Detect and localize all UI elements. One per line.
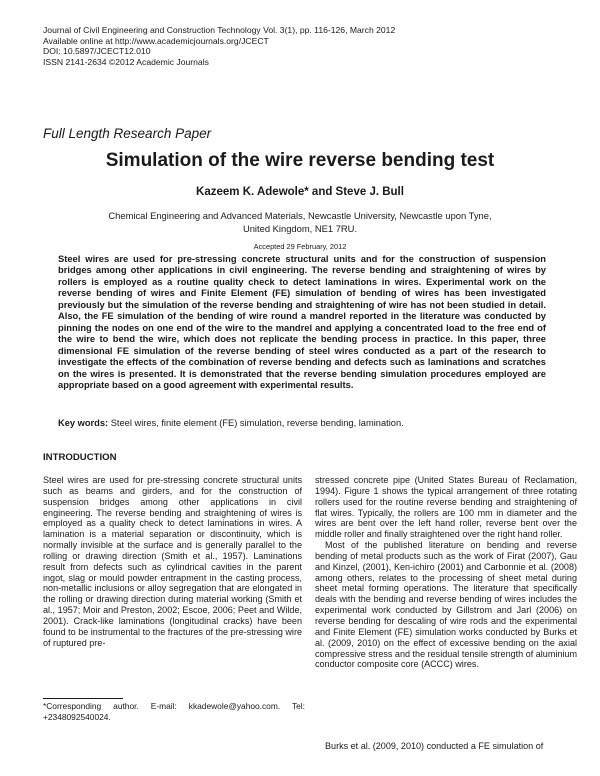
abstract: Steel wires are used for pre-stressing concrete structural units and for the construction of suspension bridges among other applications in civil engineering. The reverse bending and straightening of wires by rollers is employed as a routine quality check to detect laminations in wires. Experimental work on the reverse bending of wires and Finite Element (FE) simulation of bending of wires has been investigated previously but the simulation of the reverse bending and straightening of wire has not been studied in detail. Also, the FE simulation of the bending of wire round a mandrel reported in the literature was conducted by pinning the nodes on one end of the wire to the mandrel and applying a concentrated load to the free end of the wire to bend the wire, which does not replicate the bending process in practice. In this paper, three dimensional FE simulation of the reverse bending of steel wires conducted as a part of the research to investigate the effects of the combination of reverse bending and defects such as laminations and scratches on the wires is presented. It is demonstrated that the reverse bending simulation procedures employed are appropriate based on a good agreement with experimental results.	[58, 254, 546, 390]
paper-type: Full Length Research Paper	[43, 126, 212, 141]
accepted-date: Accepted 29 February, 2012	[253, 242, 347, 251]
intro-paragraph-continued: stressed concrete pipe (United States Bureau of Reclamation, 1994). Figure 1 shows the typical arrangement of three rotating rollers used for the routine reverse bending and straightening of flat wires. Typically, the rollers are 100 mm in diameter and the wires are bent over the left hand roller, reverse bent over the middle roller and finally straightened over the right hand roller.	[315, 475, 577, 540]
journal-issn: ISSN 2141-2634 ©2012 Academic Journals	[43, 56, 209, 67]
column-right	[315, 475, 577, 670]
keywords-text: Steel wires, finite element (FE) simulation, reverse bending, lamination.	[110, 418, 404, 428]
journal-online-url: Available online at http://www.academicjournals.org/JCECT	[43, 35, 269, 46]
paper-title: Simulation of the wire reverse bending test	[105, 150, 495, 171]
corresponding-author-footnote: *Corresponding author. E-mail: kkadewole@yahoo.com. Tel: +2348092540024.	[43, 701, 305, 722]
journal-header	[43, 25, 395, 67]
affiliation	[90, 210, 510, 235]
paper-authors: Kazeem K. Adewole* and Steve J. Bull	[196, 186, 404, 198]
keywords-label: Key words:	[58, 418, 109, 428]
intro-paragraph-1: Steel wires are used for pre-stressing concrete structural units such as beams and girders, and for the construction of suspension bridges among other applications in civil engineering. The reverse bending and straightening of wires is employed as a quality check to detect laminations in wires. A lamination is a material separation or discontinuity, which is normally invisible at the surface and is generally parallel to the rolling or drawing direction (Smith et al., 1957). Laminations result from defects such as cylindrical cavities in the parent ingot, slag or mould powder entrapment in the casting process, non-metallic inclusions or alloy segregation that are elongated in the rolling or drawing direction during material working (Smith et al., 1957; Moir and Preston, 2002; Escoe, 2006; Peet and Wilde, 2001). Crack-like laminations (longitudinal cracks) have been found to be instrumental to the fractures of the pre-stressing wire of ruptured pre-	[43, 475, 302, 648]
affiliation-line-1: Chemical Engineering and Advanced Materials, Newcastle University, Newcastle upon Tyne,	[108, 210, 492, 221]
footnote-divider	[43, 698, 123, 699]
journal-citation: Journal of Civil Engineering and Construction Technology Vol. 3(1), pp. 116-126, March 2012	[43, 25, 396, 35]
keywords	[58, 418, 546, 428]
affiliation-line-2: United Kingdom, NE1 7RU.	[242, 222, 358, 234]
intro-paragraph-2: Most of the published literature on bending and reverse bending of metal products such as the work of Firat (2007), Gau and Kinzel, (2001), Ken-ichiro (2001) and Carbonnie et al. (2008) among others, relates to the processing of sheet metal during sheet metal forming operations. The literature that specifically deals with the bending and reverse bending of wires includes the experimental work conducted by Gillstrom and Jarl (2006) on reverse bending for descaling of wire rods and the experimental and Finite Element (FE) simulation works conducted by Burks et al. (2009, 2010) on the effect of excessive bending on the axial compressive stress and the residual tensile strength of aluminium conductor composite core (ACCC) wires.	[315, 540, 577, 670]
journal-doi: DOI: 10.5897/JCECT12.010	[43, 46, 151, 57]
section-heading-introduction: INTRODUCTION	[43, 452, 117, 463]
intro-paragraph-3-start: Burks et al. (2009, 2010) conducted a FE simulation of	[325, 741, 544, 751]
column-left	[43, 475, 302, 649]
